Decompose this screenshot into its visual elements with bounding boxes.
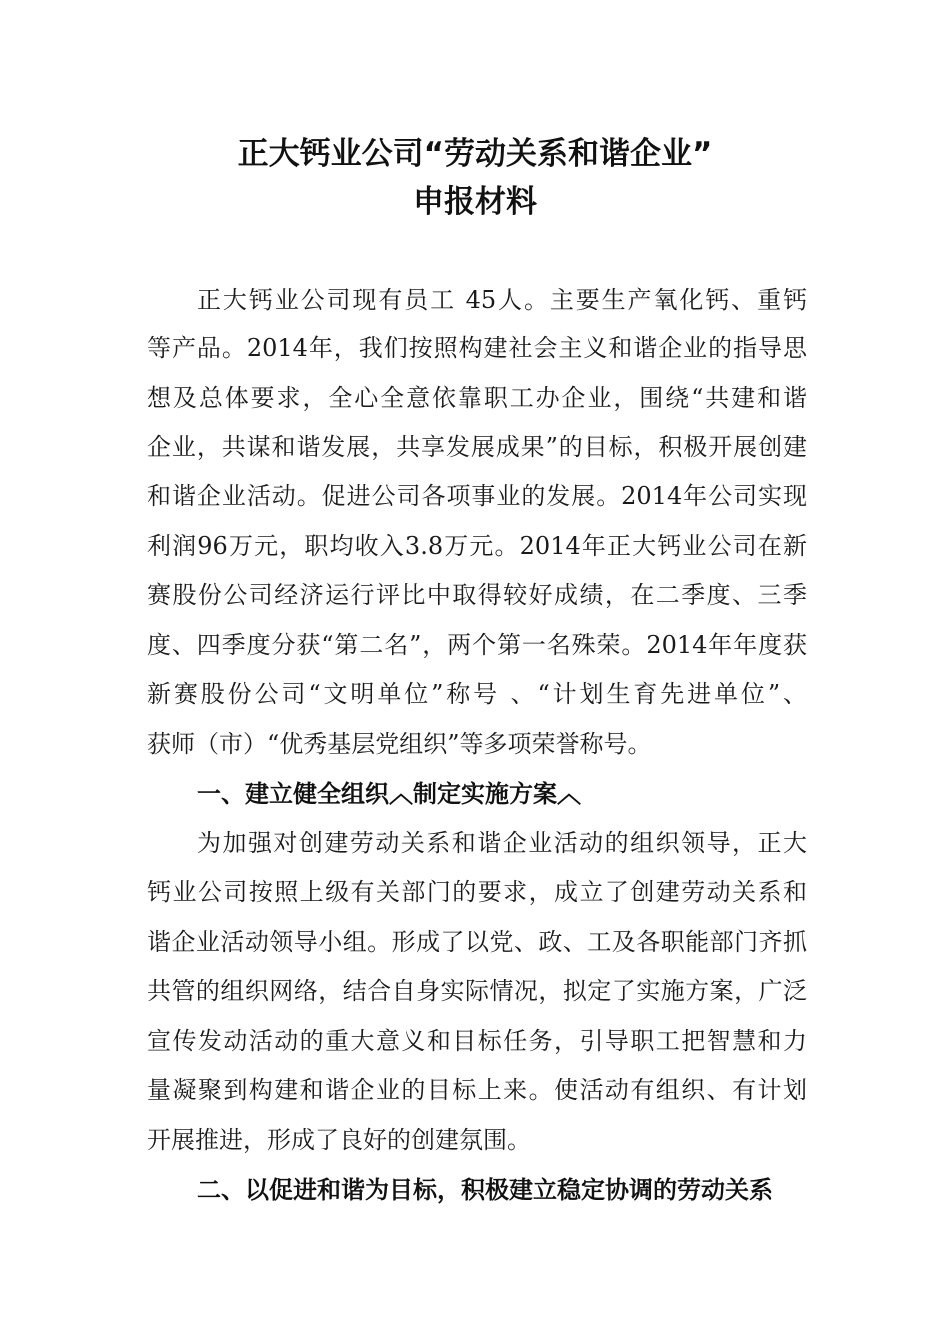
document-title-line-1: 正大钙业公司“劳动关系和谐企业”	[237, 136, 713, 172]
section-1-line-2: 钙业公司按照上级有关部门的要求，成立了创建劳动关系和	[147, 878, 807, 906]
section-2-heading: 二、以促进和谐为目标，积极建立稳定协调的劳动关系	[197, 1176, 773, 1204]
section-1-line-1: 为加强对创建劳动关系和谐企业活动的组织领导，正大	[197, 829, 807, 857]
section-1-line-6: 量凝聚到构建和谐企业的目标上来。使活动有组织、有计划	[147, 1076, 807, 1104]
intro-line-5: 和谐企业活动。促进公司各项事业的发展。2014年公司实现	[147, 482, 807, 510]
intro-line-9: 新赛股份公司“文明单位”称号 、“计划生育先进单位”、	[147, 680, 807, 708]
intro-line-10: 获师（市）“优秀基层党组织”等多项荣誉称号。	[147, 730, 652, 758]
intro-line-3: 想及总体要求，全心全意依靠职工办企业，围绕“共建和谐	[147, 384, 807, 412]
intro-line-7: 赛股份公司经济运行评比中取得较好成绩，在二季度、三季	[147, 581, 807, 609]
document-title-line-2: 申报材料	[413, 184, 537, 220]
intro-line-1: 正大钙业公司现有员工 45人。主要生产氧化钙、重钙	[197, 286, 807, 314]
intro-line-2: 等产品。2014年，我们按照构建社会主义和谐企业的指导思	[147, 334, 807, 362]
intro-line-6: 利润96万元，职均收入3.8万元。2014年正大钙业公司在新	[147, 532, 807, 560]
section-1-line-7: 开展推进，形成了良好的创建氛围。	[147, 1126, 531, 1154]
intro-line-4: 企业，共谋和谐发展，共享发展成果”的目标，积极开展创建	[147, 433, 807, 461]
intro-line-8: 度、四季度分获“第二名”，两个第一名殊荣。2014年年度获	[147, 631, 807, 659]
section-1-line-3: 谐企业活动领导小组。形成了以党、政、工及各职能部门齐抓	[147, 928, 807, 956]
section-1-line-5: 宣传发动活动的重大意义和目标任务，引导职工把智慧和力	[147, 1027, 807, 1055]
section-1-heading: 一、建立健全组织︿制定实施方案︿	[197, 780, 581, 808]
section-1-line-4: 共管的组织网络，结合自身实际情况，拟定了实施方案，广泛	[147, 977, 807, 1005]
